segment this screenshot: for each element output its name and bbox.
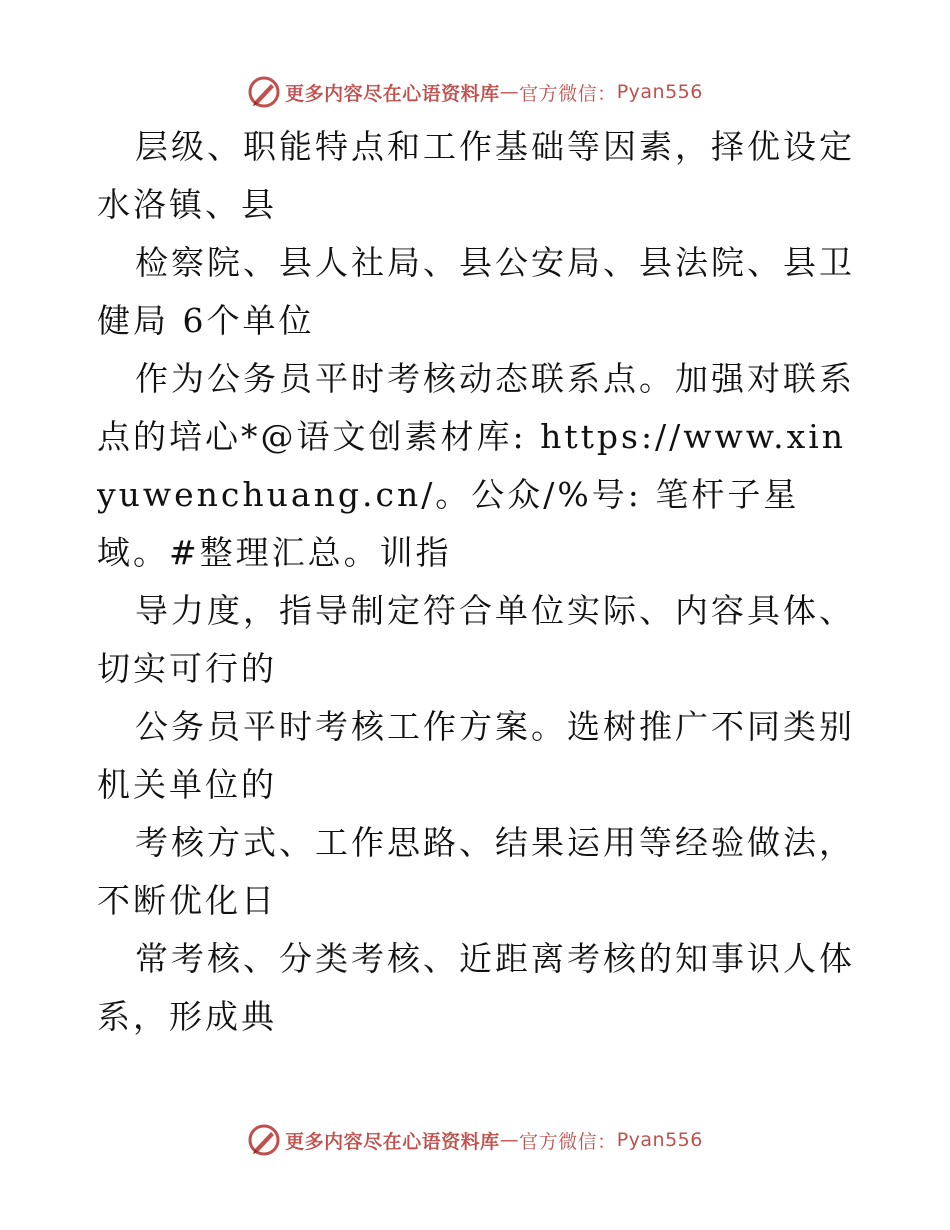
header-separator: — bbox=[499, 81, 520, 103]
paragraph-3: 作为公务员平时考核动态联系点。加强对联系点的培心*@语文创素材库: https://www.xinyuwenchuang.cn/。公众/%号: 笔杆子星域。#整理汇总。训指 bbox=[97, 359, 855, 572]
header-brand-text: 更多内容尽在心语资料库 bbox=[285, 82, 500, 105]
pen-logo-icon bbox=[247, 1123, 281, 1157]
paragraph-1: 层级、职能特点和工作基础等因素，择优设定水洛镇、县 bbox=[97, 127, 855, 224]
footer-brand-text: 更多内容尽在心语资料库 bbox=[285, 1130, 500, 1153]
paragraph-2: 检察院、县人社局、县公安局、县法院、县卫健局 6个单位 bbox=[97, 243, 855, 340]
document-body bbox=[97, 118, 857, 1046]
footer-banner bbox=[0, 1120, 950, 1160]
paragraph-4: 导力度，指导制定符合单位实际、内容具体、切实可行的 bbox=[97, 591, 855, 688]
footer-wechat-account: Pyan556 bbox=[616, 1129, 703, 1151]
paragraph-5: 公务员平时考核工作方案。选树推广不同类别机关单位的 bbox=[97, 707, 855, 804]
footer-separator: — bbox=[499, 1129, 520, 1151]
footer-wechat-label: 官方微信： bbox=[519, 1130, 617, 1153]
paragraph-6: 考核方式、工作思路、结果运用等经验做法，不断优化日 bbox=[97, 823, 855, 920]
header-wechat-account: Pyan556 bbox=[616, 81, 703, 103]
header-wechat-label: 官方微信： bbox=[519, 82, 617, 105]
paragraph-7: 常考核、分类考核、近距离考核的知事识人体系，形成典 bbox=[97, 939, 855, 1036]
header-banner bbox=[0, 72, 950, 112]
pen-logo-icon bbox=[247, 75, 281, 109]
